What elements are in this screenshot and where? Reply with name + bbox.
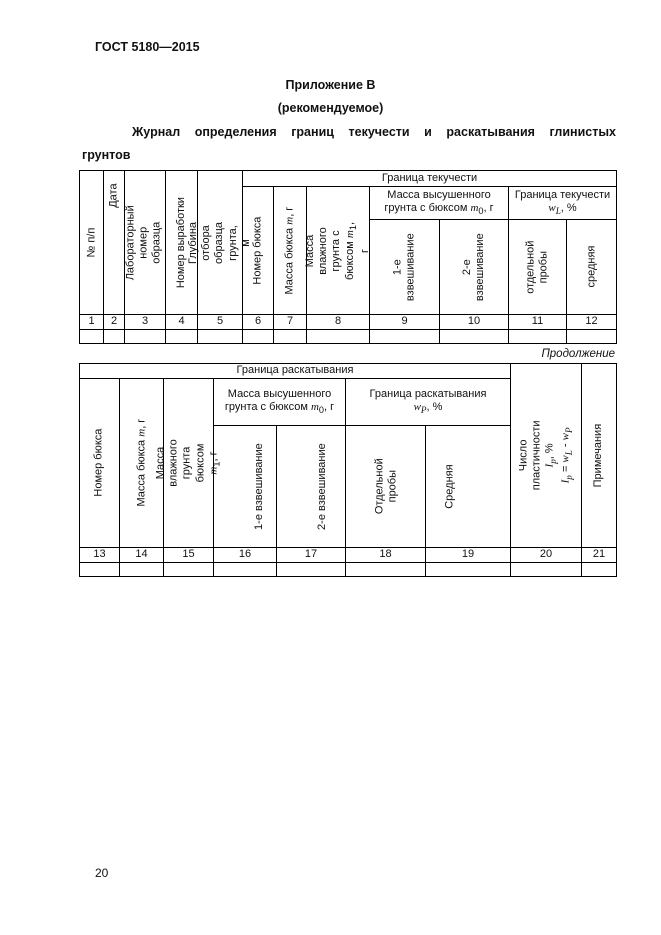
liquid-limit-table [79, 170, 617, 344]
col-number: 3 [125, 315, 166, 330]
col-can-mass: Масса бюкса m, г [120, 379, 164, 548]
table-row [80, 563, 617, 577]
col-no: № п/п [80, 171, 104, 315]
col-number: 14 [120, 548, 164, 563]
col-number: 17 [277, 548, 346, 563]
continuation-label: Продолжение [541, 348, 615, 360]
col-weigh-2: 2-е взвешивание [440, 220, 509, 315]
group-plastic-limit: Граница раскатывания [80, 364, 511, 379]
col-number: 7 [274, 315, 307, 330]
col-depth: Глубина отбора образца грунта, м [198, 171, 243, 315]
col-can-number: Номер бюкса [243, 187, 274, 315]
journal-word: определения [194, 125, 277, 139]
col-number: 1 [80, 315, 104, 330]
col-number: 18 [346, 548, 426, 563]
sub-dry-mass: Масса высушенного грунта с бюксом $m_0$, г [370, 187, 509, 220]
col-average: средняя [567, 220, 617, 315]
col-number: 2 [104, 315, 125, 330]
col-can-number: Номер бюкса [80, 379, 120, 548]
col-wet-mass: Масса влажного грунта бюксом $m_1$, г [164, 379, 214, 548]
col-number: 13 [80, 548, 120, 563]
journal-title-line2: грунтов [82, 148, 131, 162]
journal-word: текучести [348, 125, 410, 139]
table-row [80, 330, 617, 344]
col-number: 8 [307, 315, 370, 330]
col-notes: Примечания [582, 364, 617, 548]
journal-word: границ [291, 125, 334, 139]
journal-word: глинистых [549, 125, 616, 139]
group-liquid-limit: Граница текучести [243, 171, 617, 187]
col-number: 20 [511, 548, 582, 563]
col-date: Дата [104, 171, 125, 315]
col-average: Средняя [426, 426, 511, 548]
col-number: 12 [567, 315, 617, 330]
appendix-status: (рекомендуемое) [277, 101, 384, 115]
journal-word: и [424, 125, 432, 139]
col-lab-number: Лабораторный номер образца [125, 171, 166, 315]
sub-plastic-limit: Граница раскатывания $w_P$, % [346, 379, 511, 426]
sub-liquid-limit: Граница текучести $w_L$, % [509, 187, 617, 220]
sub-dry-mass: Масса высушенного грунта с бюксом $m_0$, г [214, 379, 346, 426]
plastic-limit-table [79, 363, 617, 577]
table-row-numbers [80, 315, 617, 330]
col-single-sample: Отдельной пробы [346, 426, 426, 548]
col-number: 5 [198, 315, 243, 330]
col-number: 9 [370, 315, 440, 330]
document-code: ГОСТ 5180—2015 [95, 40, 200, 54]
journal-word: Журнал [132, 125, 181, 139]
journal-title [82, 121, 616, 167]
col-weigh-1: 1-е взвешивание [370, 220, 440, 315]
journal-title-line1 [82, 121, 616, 144]
col-single-sample: отдельной пробы [509, 220, 567, 315]
col-number: 4 [166, 315, 198, 330]
col-number: 19 [426, 548, 511, 563]
col-plasticity-index: Число пластичности $I_p$, % $I_p = w_L - w_P$ [511, 364, 582, 548]
col-number: 6 [243, 315, 274, 330]
col-number: 15 [164, 548, 214, 563]
col-can-mass: Масса бюкса m, г [274, 187, 307, 315]
page-number: 20 [95, 866, 109, 880]
col-number: 10 [440, 315, 509, 330]
col-wet-mass: Масса влажного грунта с бюксом $m_1$, г [307, 187, 370, 315]
col-number: 11 [509, 315, 567, 330]
col-work-number: Номер выработки [166, 171, 198, 315]
col-weigh-2: 2-е взвешивание [277, 426, 346, 548]
journal-word: раскатывания [446, 125, 535, 139]
col-number: 16 [214, 548, 277, 563]
col-weigh-1: 1-е взвешивание [214, 426, 277, 548]
col-number: 21 [582, 548, 617, 563]
table-row-numbers [80, 548, 617, 563]
appendix-title: Приложение В [285, 78, 376, 92]
